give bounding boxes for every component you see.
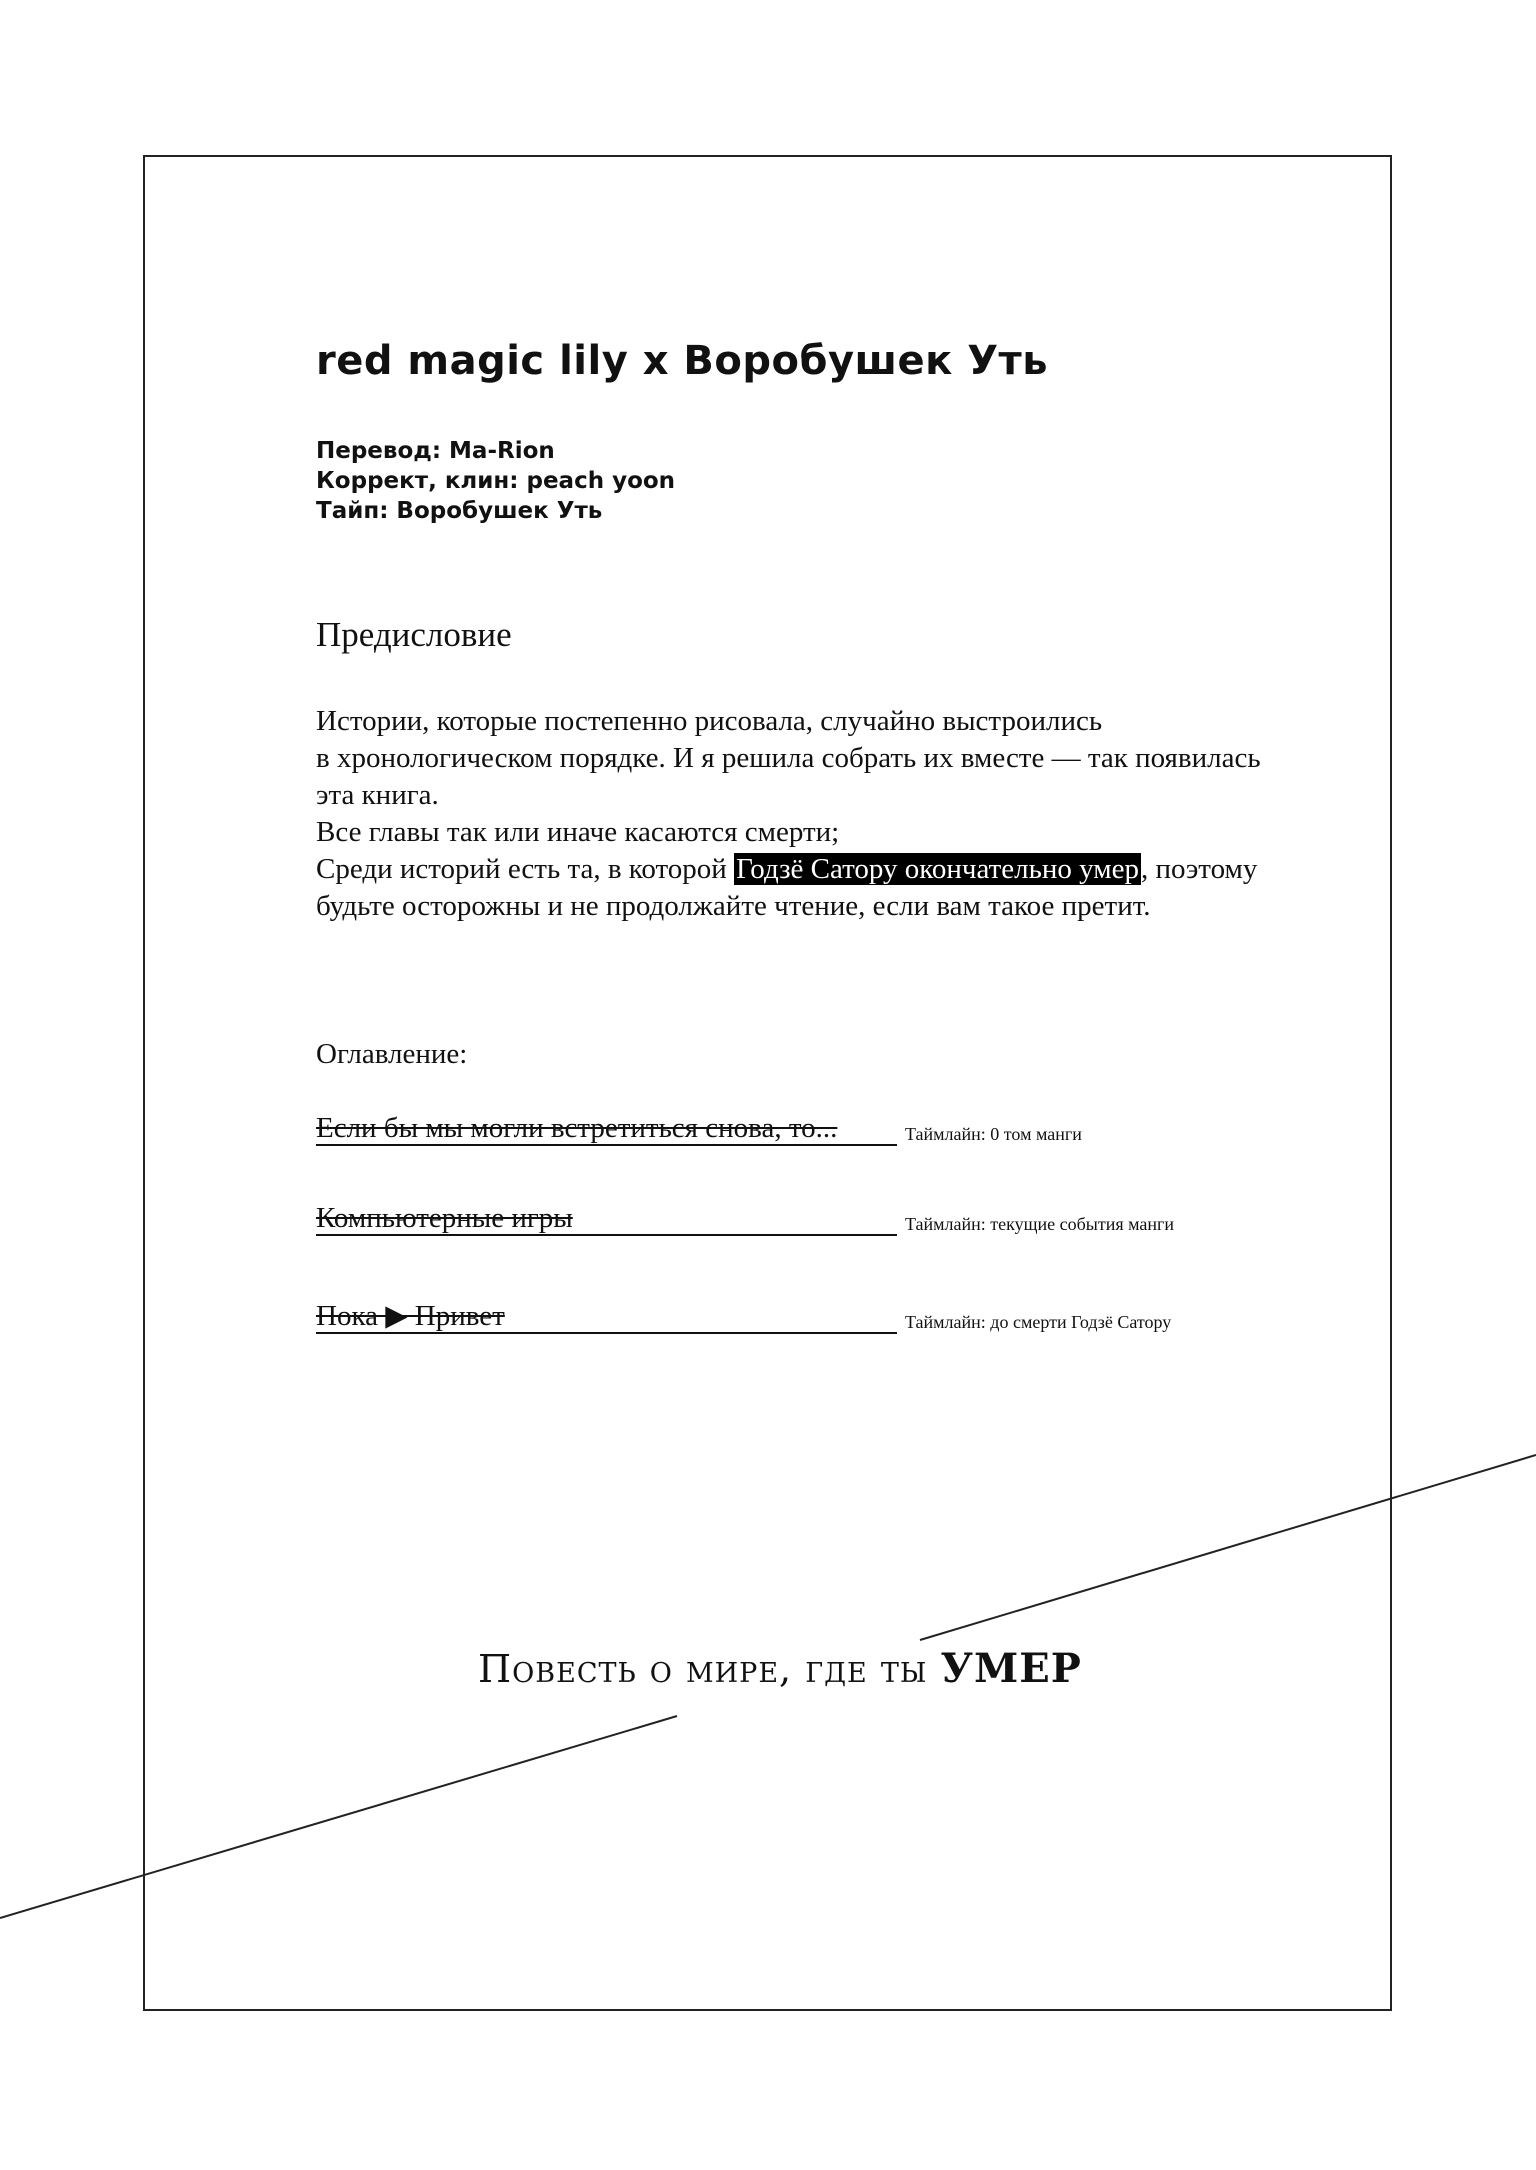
preface-line-5-start: Среди историй есть та, в которой xyxy=(316,853,735,885)
diagonal-line-lower xyxy=(0,1716,677,1918)
credit-proofread-clean: Коррект, клин: peach yoon xyxy=(316,468,676,494)
book-title xyxy=(478,1645,1082,1692)
preface-title: Предисловие xyxy=(316,615,512,654)
diagonal-line-upper xyxy=(920,1455,1536,1640)
preface-line-2: в хронологическом порядке. И я решила собрать их вместе — так появилась xyxy=(316,742,1261,774)
toc-title: Оглавление: xyxy=(316,1038,468,1070)
credits-block xyxy=(316,436,675,526)
toc-item-title: Если бы мы могли встретиться снова, то... xyxy=(316,1112,897,1146)
toc-item-title: Компьютерные игры xyxy=(316,1202,897,1236)
toc-item-timeline: Таймлайн: 0 том манги xyxy=(905,1124,1082,1144)
toc-item-title: Пока ▶ Привет xyxy=(316,1300,897,1334)
toc-item-timeline: Таймлайн: текущие события манги xyxy=(905,1214,1175,1234)
team-credit-heading: red magic lily x Воробушек Уть xyxy=(316,338,1049,384)
preface-line-5-end: , поэтому xyxy=(1140,853,1258,885)
toc-item-timeline: Таймлайн: до смерти Годзё Сатору xyxy=(905,1312,1172,1332)
credit-translation: Перевод: Ma-Rion xyxy=(316,438,555,464)
spoiler-highlight: Годзё Сатору окончательно умер xyxy=(736,853,1139,885)
book-title-main: Повесть о мире, где ты xyxy=(478,1647,941,1691)
credit-typeset: Тайп: Воробушек Уть xyxy=(316,498,603,524)
preface-line-1: Истории, которые постепенно рисовала, случайно выстроились xyxy=(316,705,1103,737)
preface-line-6: будьте осторожны и не продолжайте чтение, если вам такое претит. xyxy=(316,890,1151,922)
preface-line-4: Все главы так или иначе касаются смерти; xyxy=(316,816,840,848)
book-title-emphasis: УМЕР xyxy=(940,1645,1082,1692)
preface-line-5 xyxy=(316,851,1376,888)
preface-line-3: эта книга. xyxy=(316,779,439,811)
preface-text xyxy=(316,703,1376,925)
